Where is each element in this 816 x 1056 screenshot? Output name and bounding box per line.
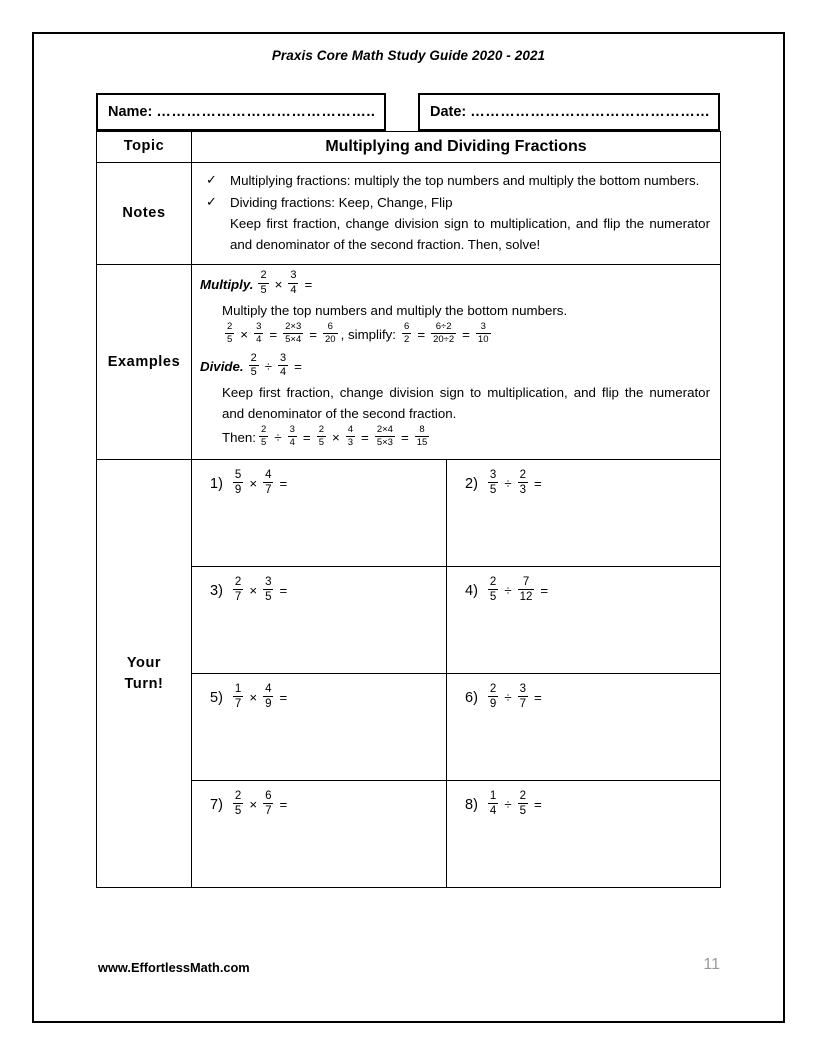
operator: × [249,583,258,599]
fraction [402,322,411,345]
example-multiply-explanation: Multiply the top numbers and multiply the bottom numbers. [222,302,568,318]
fraction [283,322,303,345]
example-multiply-problem [200,271,710,297]
denominator: 2 [404,333,410,345]
numerator: 3 [519,683,527,696]
denominator: 4 [489,805,497,818]
name-label: Name: [108,104,153,120]
denominator: 4 [289,437,295,449]
numerator: 3 [280,351,287,364]
numerator: 2 [489,683,497,696]
numerator: 3 [290,269,297,282]
problem-number: 3) [210,582,223,599]
name-blank-line: …………………………………….. [156,104,376,120]
numerator: 2 [250,351,257,364]
problem-number: 6) [465,689,478,706]
denominator: 5 [489,484,497,497]
fraction [518,576,535,603]
name-field[interactable] [96,93,386,131]
denominator: 5 [318,437,324,449]
denominator: 5 [234,805,242,818]
numerator: 1 [489,790,497,803]
operator: × [331,430,340,446]
fraction [263,790,273,817]
numerator: 2 [318,424,324,436]
numerator: 4 [265,683,272,696]
problem-number: 1) [210,475,223,492]
problem-cell-8[interactable] [447,781,721,888]
problem-cell-3[interactable] [192,567,447,674]
denominator: 7 [265,484,272,497]
equals-sign: = [534,476,542,492]
fraction [249,353,259,379]
operator: × [249,690,258,706]
problem-cell-1[interactable] [192,460,447,567]
numerator: 2 [234,576,242,589]
list-item [200,193,710,214]
fraction [233,790,243,817]
equals-sign: = [294,359,302,375]
example-divide-work [200,426,710,449]
numerator: 2 [261,424,267,436]
date-blank-line: ………………………………………… [470,104,711,120]
fraction [415,425,430,448]
denominator: 3 [347,437,354,449]
numerator: 2×4 [376,424,393,436]
denominator: 20 [325,333,336,345]
numerator: 5 [234,469,242,482]
equals-sign: = [540,583,549,599]
numerator: 6 [404,320,410,332]
notes-list [200,171,710,255]
fraction [488,790,498,817]
numerator: 2×3 [285,320,302,332]
problem-cell-6[interactable] [447,674,721,781]
equals-sign: = [304,276,313,292]
operator: × [240,326,249,342]
fraction [278,353,288,379]
fraction [375,425,395,448]
numerator: 6 [327,320,333,332]
equals-sign: = [269,326,278,342]
denominator: 20÷2 [433,333,455,345]
footer-page-number: 11 [703,956,720,973]
worksheet-table [96,131,721,888]
fraction [233,469,243,496]
fraction [518,790,528,817]
denominator: 4 [280,366,287,379]
numerator: 6 [265,790,272,803]
denominator: 7 [265,805,272,818]
your-turn-label-line-2: Turn! [124,675,164,692]
operator: ÷ [504,583,512,599]
operator: × [274,276,283,292]
problem-number: 4) [465,582,478,599]
operator: ÷ [264,359,273,375]
examples-content [192,265,721,460]
problem-6 [465,684,720,711]
fraction [431,322,456,345]
problem-2 [465,470,720,497]
denominator: 9 [489,698,497,711]
equals-sign: = [279,583,288,599]
then-label: Then: [222,430,257,446]
problem-number: 2) [465,475,478,492]
denominator: 12 [519,591,533,604]
notes-content [192,163,721,265]
problem-3 [210,577,446,604]
equals-sign: = [279,690,288,706]
numerator: 7 [522,576,530,589]
denominator: 10 [477,333,489,345]
operator: ÷ [504,476,512,492]
example-divide-explanation: Keep first fraction, change division sign to multiplication, and flip the numerator and denominator of the second fraction. [222,384,710,422]
row-label-examples: Examples [97,265,192,460]
denominator: 15 [416,437,428,449]
numerator: 4 [265,469,272,482]
numerator: 4 [347,424,354,436]
fraction [263,469,273,496]
list-item [200,214,710,255]
problem-cell-7[interactable] [192,781,447,888]
numerator: 3 [289,424,295,436]
running-head: Praxis Core Math Study Guide 2020 - 2021 [271,48,546,63]
equals-sign: = [534,690,542,706]
numerator: 2 [227,320,233,332]
fraction [288,270,298,296]
problem-8 [465,791,720,818]
date-label: Date: [430,104,467,120]
table-row-topic [97,132,721,163]
problem-1 [210,470,446,497]
fraction [233,683,243,710]
denominator: 5×3 [376,437,393,449]
denominator: 4 [256,333,262,345]
fraction [263,576,273,603]
fraction [263,683,273,710]
fraction [346,425,355,448]
numerator: 3 [265,576,272,589]
equals-sign: = [279,476,288,492]
example-multiply-work [200,320,710,346]
denominator: 3 [519,484,527,497]
denominator: 5 [519,805,527,818]
problem-4 [465,577,720,604]
problem-number: 8) [465,796,478,813]
row-label-your-turn [97,460,192,888]
equals-sign: = [462,326,470,342]
denominator: 9 [265,698,272,711]
fraction [518,469,528,496]
equals-sign: = [400,430,409,446]
numerator: 2 [519,469,527,482]
denominator: 7 [234,698,242,711]
simplify-label: , simplify: [340,326,397,342]
check-icon: ✓ [206,193,217,209]
numerator: 3 [480,320,486,332]
problem-cell-4[interactable] [447,567,721,674]
fraction [259,425,268,448]
problem-number: 5) [210,689,223,706]
fraction [323,322,338,345]
topic-title: Multiplying and Dividing Fractions [192,132,721,163]
equals-sign: = [417,326,426,342]
problem-5 [210,684,446,711]
denominator: 9 [234,484,242,497]
row-label-topic: Topic [97,132,192,163]
fraction [488,576,498,603]
operator: ÷ [504,690,512,706]
denominator: 5×4 [285,333,302,345]
denominator: 5 [261,437,267,449]
denominator: 5 [260,283,267,296]
fraction [476,322,491,345]
fraction [225,322,234,345]
list-item [200,171,710,192]
problem-cell-5[interactable] [192,674,447,781]
numerator: 2 [260,269,267,282]
denominator: 4 [290,283,297,296]
numerator: 2 [519,790,527,803]
equals-sign: = [279,797,288,813]
denominator: 5 [265,591,272,604]
note-text: Multiplying fractions: multiply the top numbers and multiply the bottom numbers. [230,173,700,188]
equals-sign: = [361,430,369,446]
equals-sign: = [309,326,318,342]
denominator: 7 [519,698,527,711]
note-text: Keep first fraction, change division sign to multiplication, and flip the numerator and denominator of the second fraction. Then, solve! [230,216,710,252]
example-multiply-heading: Multiply. [200,276,254,292]
fraction [258,270,268,296]
operator: ÷ [504,797,512,813]
name-date-row [96,93,720,131]
footer-website[interactable]: www.EffortlessMath.com [98,960,250,975]
your-turn-label-line-1: Your [126,654,162,671]
denominator: 5 [227,333,233,345]
fraction [233,576,243,603]
table-row-your-turn-1 [97,460,721,567]
fraction [488,469,498,496]
row-label-notes: Notes [97,163,192,265]
check-icon: ✓ [206,172,217,187]
problem-number: 7) [210,796,223,813]
equals-sign: = [302,430,311,446]
denominator: 7 [234,591,242,604]
fraction [518,683,528,710]
fraction [254,322,263,345]
table-row-notes [97,163,721,265]
numerator: 8 [419,424,425,436]
note-text: Dividing fractions: Keep, Change, Flip [230,194,453,210]
problem-7 [210,791,446,818]
numerator: 3 [256,320,262,332]
fraction [288,425,297,448]
date-field[interactable] [418,93,720,131]
example-divide-problem [200,351,710,380]
operator: × [249,797,258,813]
numerator: 2 [234,790,242,803]
operator: × [249,476,258,492]
numerator: 3 [489,469,497,482]
fraction [317,425,326,448]
fraction [488,683,498,710]
numerator: 1 [234,683,242,696]
problem-cell-2[interactable] [447,460,721,567]
example-divide-heading: Divide. [200,359,244,375]
denominator: 5 [489,591,497,604]
numerator: 2 [489,576,497,589]
equals-sign: = [534,797,542,813]
operator: ÷ [274,430,282,446]
denominator: 5 [250,366,257,379]
numerator: 6÷2 [435,320,452,332]
table-row-examples [97,265,721,460]
